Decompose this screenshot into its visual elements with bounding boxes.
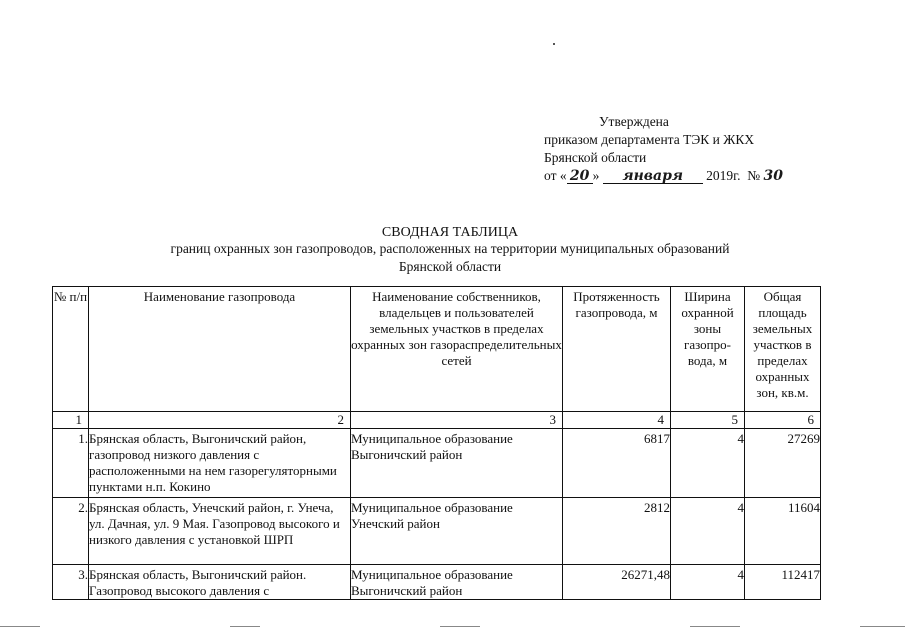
column-number: 2 [89,412,351,429]
document-subtitle-region: Брянской области [398,259,502,274]
column-number: 4 [563,412,671,429]
header-owners: Наименование собственников, владельцев и пользователей земельных участков в пределах охранных зон газораспределительных сетей [351,287,563,412]
document-subtitle: границ охранных зон газопроводов, расположенных на территории муниципальных образований [170,241,730,256]
column-number: 6 [745,412,821,429]
owner-name: Муниципальное образование Выгоничский район [351,429,563,498]
scan-artifact [690,626,740,627]
date-mid: » [592,168,600,183]
approval-date-line [544,167,794,185]
table-row [53,565,821,600]
owner-name: Муниципальное образование Выгоничский район [351,565,563,600]
approval-title: Утверждена [599,114,669,129]
approval-region: Брянской области [544,150,647,165]
header-pipeline-name: Наименование газопровода [89,287,351,412]
zone-area: 112417 [745,565,821,600]
column-number: 5 [671,412,745,429]
date-prefix: от « [544,168,567,183]
header-area: Общая площадь земельных участков в пределах охранных зон, кв.м. [745,287,821,412]
column-number-row [53,412,821,429]
approval-order: приказом департамента ТЭК и ЖКХ [544,132,755,147]
zone-area: 11604 [745,498,821,565]
handwritten-day: 20 [567,169,593,184]
date-year: 2019г. [706,168,741,183]
pipeline-name: Брянская область, Выгоничский район, газопровод низкого давления с расположенными на нем газорегуляторными пунктами н.п. Кокино [89,429,351,498]
table-row [53,429,821,498]
header-length: Протяженность газопровода, м [563,287,671,412]
owner-name: Муниципальное образование Унечский район [351,498,563,565]
zone-area: 27269 [745,429,821,498]
row-number: 3. [53,565,89,600]
approval-block [544,113,794,185]
document-title: СВОДНАЯ ТАБЛИЦА [381,225,519,240]
table-header-row [53,287,821,412]
pipeline-length: 2812 [563,498,671,565]
pipeline-length: 26271,48 [563,565,671,600]
column-number: 1 [53,412,89,429]
scan-speck [553,43,555,45]
header-zone-width: Ширина охранной зоны газопро-вода, м [671,287,745,412]
scan-artifact [230,626,260,627]
row-number: 2. [53,498,89,565]
scan-artifact [440,626,480,627]
number-prefix: № [747,168,761,183]
pipeline-name: Брянская область, Унечский район, г. Унеча, ул. Дачная, ул. 9 Мая. Газопровод высокого и низкого давления с установкой ШРП [89,498,351,565]
scan-artifact [860,626,905,627]
pipeline-length: 6817 [563,429,671,498]
handwritten-number: 30 [763,168,783,184]
header-number: № п/п [53,287,89,412]
pipeline-table [52,286,821,600]
zone-width: 4 [671,498,745,565]
pipeline-name: Брянская область, Выгоничский район. Газопровод высокого давления с [89,565,351,600]
handwritten-month: января [603,169,703,184]
zone-width: 4 [671,429,745,498]
zone-width: 4 [671,565,745,600]
scan-artifact [0,626,40,627]
column-number: 3 [351,412,563,429]
row-number: 1. [53,429,89,498]
table-row [53,498,821,565]
